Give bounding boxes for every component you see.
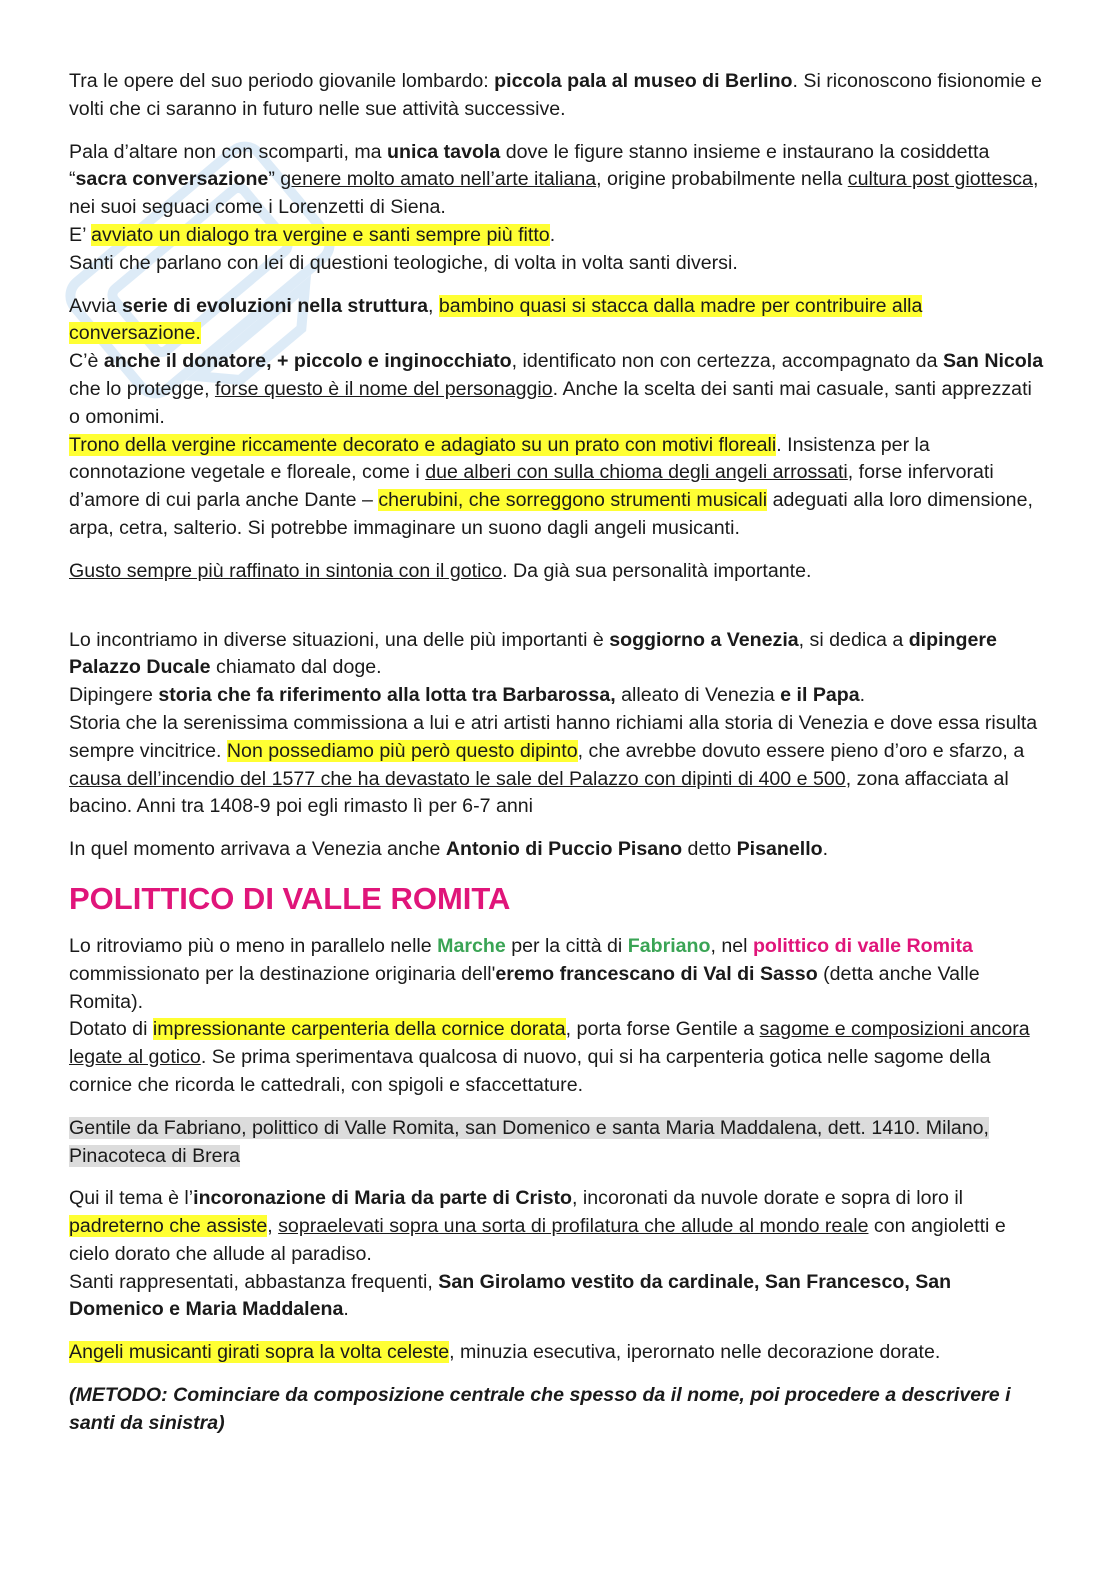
paragraph-berlin-altarpiece: Tra le opere del suo periodo giovanile lombardo: piccola pala al museo di Berlino. Si riconoscono fisionomie e volti che ci saranno in futuro nelle sue attività successive. xyxy=(69,70,1042,120)
paragraph-sacra-conversazione: Pala d’altare non con scomparti, ma unica tavola dove le figure stanno insieme e instaurano la cosiddetta “sacra conversazione” genere molto amato nell’arte italiana, origine probabilmente nella cultura post giottesca, nei suoi seguaci come i Lorenzetti di Siena. E’ avviato un dialogo tra vergine e santi sempre più fitto. Santi che parlano con lei di questioni teologiche, di volta in volta santi diversi. xyxy=(69,140,1039,274)
method-note: (METODO: Cominciare da composizione centrale che spesso da il nome, poi procedere a descrivere i santi da sinistra) xyxy=(69,1384,1011,1434)
section-heading: POLITTICO DI VALLE ROMITA xyxy=(69,880,511,916)
document-page xyxy=(69,68,1044,1453)
paragraph-pisanello: In quel momento arrivava a Venezia anche Antonio di Puccio Pisano detto Pisanello. xyxy=(69,838,829,861)
image-caption: Gentile da Fabriano, polittico di Valle Romita, san Domenico e santa Maria Maddalena, dett. 1410. Milano, Pinacoteca di Brera xyxy=(69,1116,989,1167)
paragraph-valle-romita: Lo ritroviamo più o meno in parallelo nelle Marche per la città di Fabriano, nel polittico di valle Romita commissionato per la destinazione originaria dell'eremo francescano di Val di Sasso (detta anche Valle Romita). Dotato di impressionante carpenteria della cornice dorata, porta forse Gentile a sagome e composizioni ancora legate al gotico. Se prima sperimentava qualcosa di nuovo, qui si ha carpenteria gotica nelle sagome della cornice che ricorda le cattedrali, con spigoli e sfaccettature. xyxy=(69,934,1030,1096)
paragraph-venice-stay: Lo incontriamo in diverse situazioni, una delle più importanti è soggiorno a Venezia, si dedica a dipingere Palazzo Ducale chiamato dal doge. Dipingere storia che fa riferimento alla lotta tra Barbarossa, alleato di Venezia e il Papa. Storia che la serenissima commissiona a lui e atri artisti hanno richiami alla storia di Venezia e dove essa risulta sempre vincitrice. Non possediamo più però questo dipinto, che avrebbe dovuto essere pieno d’oro e sfarzo, a causa dell’incendio del 1577 che ha devastato le sale del Palazzo con dipinti di 400 e 500, zona affacciata al bacino. Anni tra 1408-9 poi egli rimasto lì per 6-7 anni xyxy=(69,628,1038,818)
paragraph-gothic-taste: Gusto sempre più raffinato in sintonia con il gotico. Da già sua personalità importante. xyxy=(69,559,812,582)
paragraph-angels: Angeli musicanti girati sopra la volta celeste, minuzia esecutiva, iperornato nelle decorazione dorate. xyxy=(69,1341,941,1364)
paragraph-coronation: Qui il tema è l’incoronazione di Maria da parte di Cristo, incoronati da nuvole dorate e sopra di loro il padreterno che assiste, sopraelevati sopra una sorta di profilatura che allude al mondo reale con angioletti e cielo dorato che allude al paradiso. Santi rappresentati, abbastanza frequenti, San Girolamo vestito da cardinale, San Francesco, San Domenico e Maria Maddalena. xyxy=(69,1187,1006,1321)
paragraph-structure-evolution: Avvia serie di evoluzioni nella struttura, bambino quasi si stacca dalla madre per contribuire alla conversazione. C’è anche il donatore, + piccolo e inginocchiato, identificato non con certezza, accompagnato da San Nicola che lo protegge, forse questo è il nome del personaggio. Anche la scelta dei santi mai casuale, santi apprezzati o omonimi. Trono della vergine riccamente decorato e adagiato su un prato con motivi floreali. Insistenza per la connotazione vegetale e floreale, come i due alberi con sulla chioma degli angeli arrossati, forse infervorati d’amore di cui parla anche Dante – cherubini, che sorreggono strumenti musicali adeguati alla loro dimensione, arpa, cetra, salterio. Si potrebbe immaginare un suono dagli angeli musicanti. xyxy=(69,294,1044,539)
